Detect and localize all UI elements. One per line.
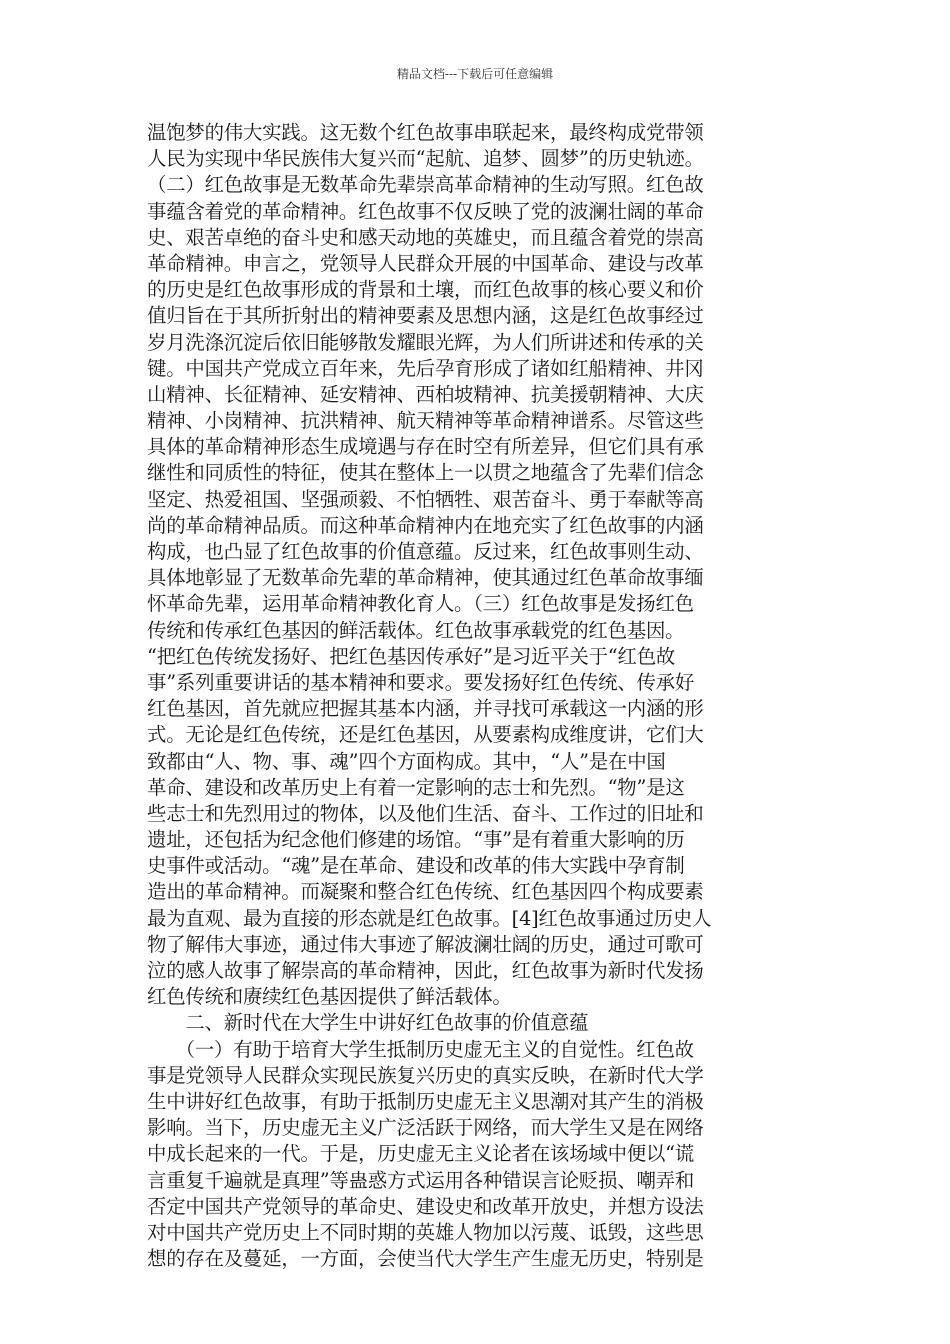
text-line: 物了解伟大事迹，通过伟大事迹了解波澜壮阔的历史，通过可歌可 bbox=[147, 932, 704, 956]
section-heading: 二、新时代在大学生中讲好红色故事的价值意蕴 bbox=[147, 1011, 589, 1035]
text-line: 键。中国共产党成立百年来，先后孕育形成了诸如红船精神、井冈 bbox=[147, 356, 704, 380]
text-line: 史事件或活动。“魂”是在革命、建设和改革的伟大实践中孕育制 bbox=[147, 854, 685, 878]
text-line: 精神、小岗精神、抗洪精神、航天精神等革命精神谱系。尽管这些 bbox=[147, 409, 704, 433]
text-line: 对中国共产党历史上不同时期的英雄人物加以污蔑、诋毁，这些思 bbox=[147, 1220, 704, 1244]
page-header: 精品文档---下载后可任意编辑 bbox=[396, 67, 554, 81]
text-line: 泣的感人故事了解崇高的革命精神，因此，红色故事为新时代发扬 bbox=[147, 959, 704, 982]
text-line: 造出的革命精神。而凝聚和整合红色传统、红色基因四个构成要素 bbox=[147, 880, 704, 904]
text-line: 否定中国共产党领导的革命史、建设史和改革开放史，并想方设法 bbox=[147, 1194, 704, 1218]
text-line: 山精神、长征精神、延安精神、西柏坡精神、抗美援朝精神、大庆 bbox=[147, 382, 704, 406]
text-line: 生中讲好红色故事，有助于抵制历史虚无主义思潮对其产生的消极 bbox=[147, 1089, 704, 1113]
text-line: 言重复千遍就是真理”等蛊惑方式运用各种错误言论贬损、嘲弄和 bbox=[147, 1168, 695, 1192]
text-line: 革命、建设和改革历史上有着一定影响的志士和先烈。“物”是这 bbox=[147, 775, 685, 799]
text-line: （二）红色故事是无数革命先辈崇高革命精神的生动写照。红色故 bbox=[147, 173, 704, 197]
text-line: “把红色传统发扬好、把红色基因传承好”是习近平关于“红色故 bbox=[147, 644, 676, 668]
text-line: 怀革命先辈，运用革命精神教化育人。（三）红色故事是发扬红色 bbox=[147, 592, 694, 616]
text-line: 红色基因，首先就应把握其基本内涵，并寻找可承载这一内涵的形 bbox=[147, 697, 704, 721]
text-line: 尚的革命精神品质。而这种革命精神内在地充实了红色故事的内涵 bbox=[147, 513, 704, 537]
text-line: 坚定、热爱祖国、坚强顽毅、不怕牺牲、艰苦奋斗、勇于奉献等高 bbox=[147, 487, 704, 511]
text-line: 构成，也凸显了红色故事的价值意蕴。反过来，红色故事则生动、 bbox=[147, 540, 704, 563]
text-line: 中成长起来的一代。于是，历史虚无主义论者在该场域中便以“谎 bbox=[147, 1142, 695, 1166]
text-line: （一）有助于培育大学生抵制历史虚无主义的自觉性。红色故 bbox=[147, 1037, 694, 1061]
text-line: 值归旨在于其所折射出的精神要素及思想内涵，这是红色故事经过 bbox=[147, 304, 704, 328]
text-line: 式。无论是红色传统，还是红色基因，从要素构成维度讲，它们大 bbox=[147, 723, 704, 747]
text-line: 想的存在及蔓延，一方面，会使当代大学生产生虚无历史，特别是 bbox=[147, 1247, 704, 1271]
text-line: 革命精神。申言之，党领导人民群众开展的中国革命、建设与改革 bbox=[147, 251, 704, 275]
text-line: 史、艰苦卓绝的奋斗史和感天动地的英雄史，而且蕴含着党的崇高 bbox=[147, 225, 704, 249]
text-line: 岁月洗涤沉淀后依旧能够散发耀眼光辉，为人们所讲述和传承的关 bbox=[147, 330, 704, 354]
document-body bbox=[147, 120, 817, 1272]
text-line: 些志士和先烈用过的物体，以及他们生活、奋斗、工作过的旧址和 bbox=[147, 801, 704, 825]
text-line: 致都由“人、物、事、魂”四个方面构成。其中，“人”是在中国 bbox=[147, 749, 666, 773]
text-line: 遗址，还包括为纪念他们修建的场馆。“事”是有着重大影响的历 bbox=[147, 828, 685, 852]
text-line: 人民为实现中华民族伟大复兴而“起航、追梦、圆梦”的历史轨迹。 bbox=[147, 147, 704, 171]
text-line: 事”系列重要讲话的基本精神和要求。要发扬好红色传统、传承好 bbox=[147, 670, 695, 694]
text-line: 事是党领导人民群众实现民族复兴历史的真实反映，在新时代大学 bbox=[147, 1063, 704, 1087]
text-line: 具体地彰显了无数革命先辈的革命精神，使其通过红色革命故事缅 bbox=[147, 566, 704, 590]
text-line: 红色传统和赓续红色基因提供了鲜活载体。 bbox=[147, 985, 512, 1009]
text-line: 最为直观、最为直接的形态就是红色故事。[4]红色故事通过历史人 bbox=[147, 906, 712, 930]
text-line: 传统和传承红色基因的鲜活载体。红色故事承载党的红色基因。 bbox=[147, 618, 685, 642]
text-line: 影响。当下，历史虚无主义广泛活跃于网络，而大学生又是在网络 bbox=[147, 1116, 704, 1140]
text-line: 温饱梦的伟大实践。这无数个红色故事串联起来，最终构成党带领 bbox=[147, 121, 704, 144]
text-line: 具体的革命精神形态生成境遇与存在时空有所差异，但它们具有承 bbox=[147, 435, 704, 459]
text-line: 事蕴含着党的革命精神。红色故事不仅反映了党的波澜壮阔的革命 bbox=[147, 199, 704, 223]
text-line: 的历史是红色故事形成的背景和土壤，而红色故事的核心要义和价 bbox=[147, 278, 704, 302]
text-line: 继性和同质性的特征，使其在整体上一以贯之地蕴含了先辈们信念 bbox=[147, 461, 704, 485]
